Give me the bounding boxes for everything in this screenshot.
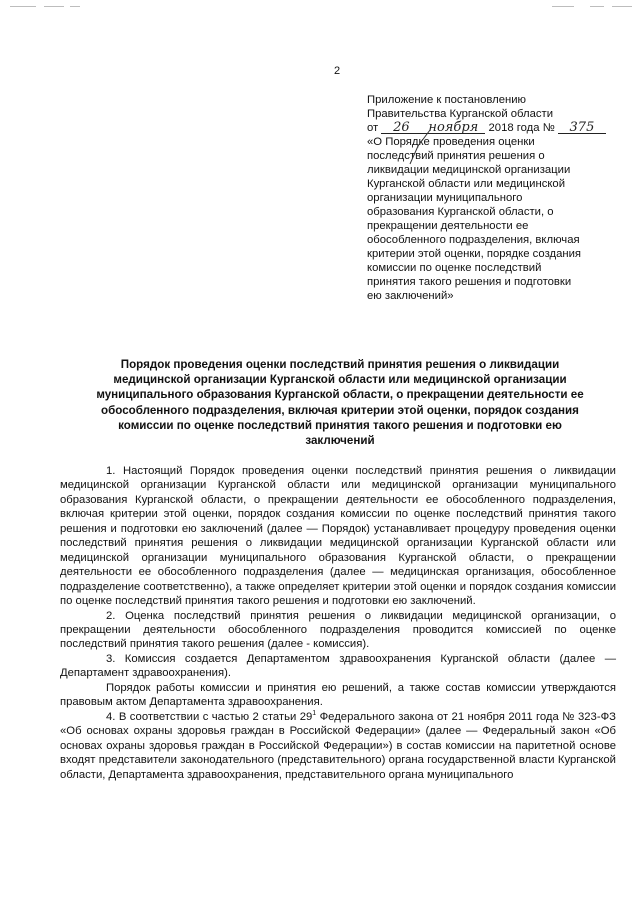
appendix-title-line: критерии этой оценки, порядке создания (367, 248, 582, 260)
paragraph-5-rest: Федерального закона от 21 ноября 2011 года № 323-ФЗ «Об основах охраны здоровья граждан в Российской Федерации» (далее — Федеральный закон «Об основах охраны здоровья граждан в Российской Федерации») в состав комиссии на паритетной основе входят представители законодательного (представительного) органа государственной власти Курганской области, Департамента здравоохранения, представительного органа муниципального (60, 710, 617, 781)
appendix-title-line: Курганской области или медицинской (367, 178, 566, 190)
heading-line: Порядок проведения оценки последствий принятия решения о ликвидации (120, 358, 560, 371)
paragraph-1: 1. Настоящий Порядок проведения оценки последствий принятия решения о ликвидации медицинской организации Курганской области или медицинской организации муниципального образования Курганской области, о прекращении деятельности ее обособленного подразделения, включая критерии этой оценки, порядок создания комиссии по оценке последствий принятия такого решения и подготовки ею заключений (далее — Порядок) устанавливает процедуру проведения оценки последствий принятия решения о ликвидации медицинской организации Курганской области или медицинской организации муниципального образования Курганской области, о прекращении деятельности ее обособленного подразделения (далее — медицинская организация, обособленное подразделение соответственно), а также определяет критерии этой оценки и порядок создания комиссии по оценке последствий принятия такого решения и подготовки ею заключений. (60, 465, 616, 608)
appendix-title-line: образования Курганской области, о (367, 206, 554, 218)
appendix-title-line: прекращении деятельности ее (367, 220, 529, 232)
date-month-handwritten: ноября (428, 120, 479, 135)
heading-line: комиссии по оценке последствий принятия такого решения и подготовки ею (118, 418, 562, 432)
appendix-title-line: обособленного подразделения, включая (367, 234, 580, 246)
page-number: 2 (334, 65, 341, 77)
appendix-title-line: ликвидации медицинской организации (367, 164, 571, 176)
appendix-title-line: последствий принятия решения о (367, 150, 545, 162)
appendix-title-line: ею заключений» (367, 290, 454, 302)
appendix-title-line: комиссии по оценке последствий (367, 262, 542, 274)
heading-line: медицинской организации Курганской области или медицинской организации (113, 373, 567, 387)
document-body (60, 464, 616, 782)
scan-edge-artifacts (0, 0, 640, 14)
paragraph-4: Порядок работы комиссии и принятия ею решений, а также состав комиссии утверждаются правовым актом Департамента здравоохранения. (60, 681, 616, 709)
appendix-line-1: Приложение к постановлению (367, 94, 527, 106)
paragraph-5 (60, 710, 616, 782)
appendix-title-line: принятия такого решения и подготовки (367, 276, 572, 288)
appendix-title-line: «О Порядке проведения оценки (367, 136, 535, 148)
appendix-block (367, 93, 627, 303)
article-superscript: 1 (312, 709, 317, 717)
heading-line: заключений (305, 434, 375, 448)
appendix-title-line: организации муниципального (367, 192, 523, 204)
heading-line: муниципального образования Курганской области, о прекращении деятельности ее (96, 388, 584, 402)
date-year: 2018 года № (488, 122, 555, 134)
document-heading (60, 357, 620, 448)
appendix-line-2: Правительства Курганской области (367, 108, 554, 120)
date-day-handwritten: 26 (393, 120, 410, 135)
document-number-field (558, 121, 606, 135)
heading-line: обособленного подразделения, включая критерии этой оценки, порядок создания (101, 403, 579, 417)
date-prefix: от (367, 122, 379, 134)
paragraph-5-start: 4. В соответствии с частью 2 статьи 29 (106, 710, 313, 723)
paragraph-3: 3. Комиссия создается Департаментом здравоохранения Курганской области (далее — Департамент здравоохранения). (60, 652, 616, 680)
signature-mark-icon (400, 128, 440, 168)
document-number-handwritten: 375 (569, 120, 595, 135)
paragraph-2: 2. Оценка последствий принятия решения о ликвидации медицинской организации, о прекращении деятельности обособленного подразделения проводится комиссией по оценке последствий принятия такого решения (далее - комиссия). (60, 609, 616, 651)
